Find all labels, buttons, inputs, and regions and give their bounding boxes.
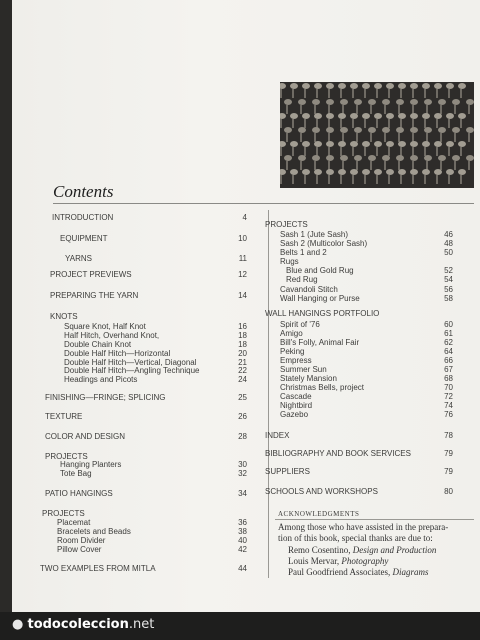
macrame-photo <box>280 82 474 188</box>
toc-entry-label: Gazebo <box>280 410 309 419</box>
toc-entry-label: Empress <box>280 356 312 365</box>
toc-entry-label: Room Divider <box>57 536 106 545</box>
toc-entry-label: PROJECTS <box>265 220 308 229</box>
toc-entry-label: Hanging Planters <box>60 460 122 469</box>
toc-entry-label: Bracelets and Beads <box>57 527 131 536</box>
toc-entry-page: 18 <box>238 340 247 349</box>
toc-entry-label: Wall Hanging or Purse <box>280 294 360 303</box>
toc-entry-page: 64 <box>444 347 453 356</box>
toc-entry-label: Pillow Cover <box>57 545 102 554</box>
toc-entry-page: 48 <box>444 239 453 248</box>
toc-entry-label: Double Chain Knot <box>64 340 132 349</box>
toc-entry-page: 79 <box>444 467 453 476</box>
macrame-pattern <box>280 82 474 188</box>
toc-entry-page: 50 <box>444 248 453 257</box>
toc-entry-label: Christmas Bells, project <box>280 383 365 392</box>
column-separator <box>268 210 269 578</box>
watermark-logo <box>12 617 154 632</box>
credit-name: Paul Goodfriend Associates, <box>288 567 391 577</box>
toc-entry-page: 38 <box>238 527 247 536</box>
toc-entry-page: 42 <box>238 545 247 554</box>
toc-entry-label: Sash 1 (Jute Sash) <box>280 230 349 239</box>
toc-entry-label: Nightbird <box>280 401 313 410</box>
toc-entry-page: 10 <box>238 234 247 243</box>
toc-entry-page: 22 <box>238 366 247 375</box>
toc-entry-label: Blue and Gold Rug <box>286 266 354 275</box>
toc-entry-page: 18 <box>238 331 247 340</box>
ack-line-2: tion of this book, special thanks are due to: <box>278 533 433 543</box>
toc-entry-page: 32 <box>238 469 247 478</box>
toc-entry-page: 61 <box>444 329 453 338</box>
title-rule <box>53 203 474 204</box>
toc-entry-label: INTRODUCTION <box>52 213 114 222</box>
toc-entry-page: 72 <box>444 392 453 401</box>
toc-entry-label: Headings and Picots <box>64 375 138 384</box>
book-page <box>12 0 480 612</box>
toc-entry-label: Cascade <box>280 392 312 401</box>
toc-entry-label: WALL HANGINGS PORTFOLIO <box>265 309 380 318</box>
toc-entry-label: Rugs <box>280 257 299 266</box>
toc-entry-label: INDEX <box>265 431 290 440</box>
toc-entry-label: BIBLIOGRAPHY AND BOOK SERVICES <box>265 449 411 458</box>
toc-entry-page: 52 <box>444 266 453 275</box>
toc-entry-label: YARNS <box>65 254 92 263</box>
toc-entry-label: Peking <box>280 347 305 356</box>
toc-entry-label: Placemat <box>57 518 91 527</box>
toc-entry-label: TEXTURE <box>45 412 83 421</box>
toc-entry-label: KNOTS <box>50 312 78 321</box>
toc-entry-label: Summer Sun <box>280 365 327 374</box>
toc-entry-label: EQUIPMENT <box>60 234 108 243</box>
toc-entry-label: Red Rug <box>286 275 318 284</box>
toc-entry-label: PROJECTS <box>42 509 85 518</box>
toc-entry-page: 4 <box>242 213 247 222</box>
toc-entry-label: COLOR AND DESIGN <box>45 432 126 441</box>
credit-role: Diagrams <box>392 567 429 577</box>
toc-entry-page: 62 <box>444 338 453 347</box>
toc-entry-page: 58 <box>444 294 453 303</box>
toc-entry-page: 16 <box>238 322 247 331</box>
toc-entry-page: 56 <box>444 285 453 294</box>
toc-entry-page: 12 <box>238 270 247 279</box>
watermark-dot-icon: ● <box>12 617 24 632</box>
toc-entry-label: Double Half Hitch—Horizontal <box>64 349 171 358</box>
ack-credit-3 <box>288 567 429 578</box>
toc-entry-page: 76 <box>444 410 453 419</box>
toc-entry-label: Stately Mansion <box>280 374 337 383</box>
toc-entry-label: Cavandoli Stitch <box>280 285 338 294</box>
toc-entry-page: 74 <box>444 401 453 410</box>
credit-role: Photography <box>341 556 389 566</box>
toc-entry-page: 11 <box>238 254 247 263</box>
ack-credit-2 <box>288 556 388 567</box>
toc-entry-page: 21 <box>238 358 247 367</box>
toc-entry-page: 79 <box>444 449 453 458</box>
credit-role: Design and Production <box>352 545 437 555</box>
watermark-tld: .net <box>128 617 155 632</box>
toc-entry-page: 28 <box>238 432 247 441</box>
toc-entry-label: Half Hitch, Overhand Knot, <box>64 331 160 340</box>
toc-entry-label: Belts 1 and 2 <box>280 248 327 257</box>
toc-entry-label: PATIO HANGINGS <box>45 489 113 498</box>
toc-entry-label: Sash 2 (Multicolor Sash) <box>280 239 368 248</box>
toc-entry-label: Double Half Hitch—Vertical, Diagonal <box>64 358 197 367</box>
toc-entry-label: Bill's Folly, Animal Fair <box>280 338 360 347</box>
credit-name: Remo Cosentino, <box>288 545 351 555</box>
toc-entry-label: Spirit of '76 <box>280 320 320 329</box>
ack-credit-1 <box>288 545 436 556</box>
toc-entry-page: 54 <box>444 275 453 284</box>
toc-entry-page: 40 <box>238 536 247 545</box>
toc-entry-label: Double Half Hitch—Angling Technique <box>64 366 200 375</box>
contents-title: Contents <box>53 182 114 201</box>
toc-entry-page: 46 <box>444 230 453 239</box>
toc-entry-label: Tote Bag <box>60 469 92 478</box>
credit-name: Louis Mervar, <box>288 556 340 566</box>
toc-entry-page: 78 <box>444 431 453 440</box>
watermark-brand: todocoleccion <box>27 617 129 632</box>
toc-entry-page: 60 <box>444 320 453 329</box>
toc-entry-page: 34 <box>238 489 247 498</box>
toc-entry-page: 66 <box>444 356 453 365</box>
toc-entry-page: 70 <box>444 383 453 392</box>
toc-entry-label: Amigo <box>280 329 303 338</box>
toc-entry-label: FINISHING—FRINGE; SPLICING <box>45 393 166 402</box>
toc-entry-page: 24 <box>238 375 247 384</box>
toc-entry-page: 14 <box>238 291 247 300</box>
toc-entry-page: 67 <box>444 365 453 374</box>
toc-entry-label: Square Knot, Half Knot <box>64 322 146 331</box>
toc-entry-page: 20 <box>238 349 247 358</box>
toc-entry-label: SUPPLIERS <box>265 467 310 476</box>
toc-entry-page: 36 <box>238 518 247 527</box>
toc-entry-label: TWO EXAMPLES FROM MITLA <box>40 564 156 573</box>
acknowledgments-heading: ACKNOWLEDGMENTS <box>278 510 360 518</box>
toc-entry-page: 68 <box>444 374 453 383</box>
toc-entry-page: 44 <box>238 564 247 573</box>
toc-entry-label: PREPARING THE YARN <box>50 291 139 300</box>
toc-entry-page: 30 <box>238 460 247 469</box>
acknowledgments-rule <box>275 519 474 520</box>
toc-entry-label: PROJECT PREVIEWS <box>50 270 132 279</box>
ack-line-1: Among those who have assisted in the prepara- <box>278 522 449 532</box>
toc-entry-label: SCHOOLS AND WORKSHOPS <box>265 487 378 496</box>
toc-entry-page: 26 <box>238 412 247 421</box>
toc-entry-page: 25 <box>238 393 247 402</box>
toc-entry-label: PROJECTS <box>45 452 88 461</box>
toc-entry-page: 80 <box>444 487 453 496</box>
